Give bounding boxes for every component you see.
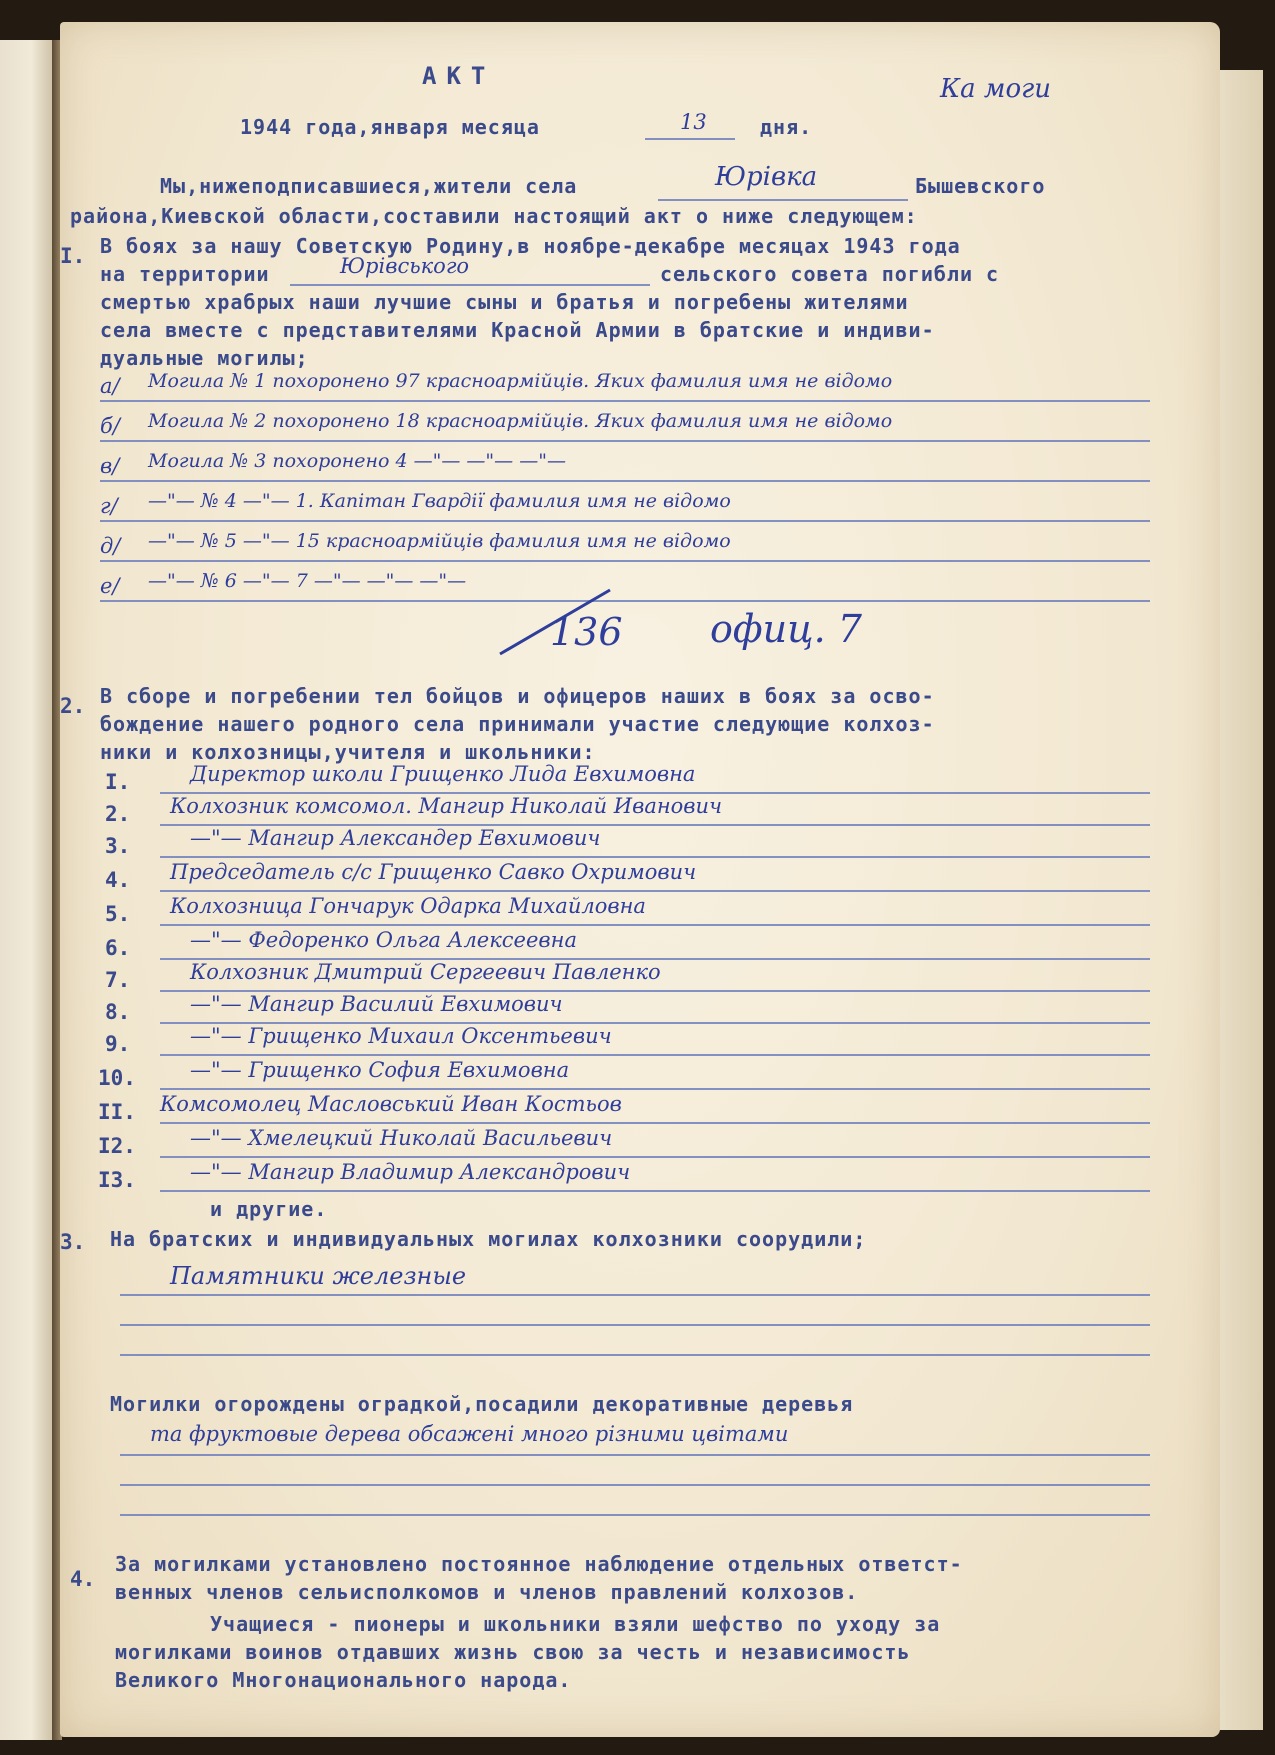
document-page: [60, 22, 1220, 1737]
intro-line2: района,Киевской области,составили настоящий акт о ниже следующем:: [70, 204, 918, 228]
section3-rule: [120, 1454, 1150, 1456]
grave-label: г/: [100, 494, 118, 518]
council-underline: [290, 284, 650, 286]
section1-line1: В боях за нашу Советскую Родину,в ноябре-декабре месяцах 1943 года: [100, 234, 961, 258]
grave-rule: [100, 520, 1150, 522]
participant-rule: [160, 1088, 1150, 1090]
section4-line4: могилками воинов отдавших жизнь свою за честь и независимость: [115, 1640, 911, 1664]
participant-name: —"— Мангир Александер Евхимович: [190, 826, 601, 850]
participant-name: —"— Мангир Василий Евхимович: [190, 992, 563, 1016]
grave-label: д/: [100, 534, 121, 558]
participant-name: Колхозник Дмитрий Сергеевич Павленко: [190, 960, 661, 984]
date-suffix: дня.: [760, 115, 813, 139]
section4-line1: За могилками установлено постоянное наблюдение отдельных ответст-: [115, 1552, 963, 1576]
participant-name: Комсомолец Масловський Иван Костьов: [160, 1092, 622, 1116]
participant-rule: [160, 1156, 1150, 1158]
participant-name: Колхозница Гончарук Одарка Михайловна: [170, 894, 646, 918]
participant-number: II.: [98, 1100, 136, 1124]
section3-rule: [120, 1324, 1150, 1326]
participant-rule: [160, 924, 1150, 926]
section1-line5: дуальные могилы;: [100, 346, 309, 370]
section2-line1: В сборе и погребении тел бойцов и офицеров наших в боях за осво-: [100, 684, 935, 708]
participant-rule: [160, 1190, 1150, 1192]
date-day: 13: [680, 110, 707, 134]
grave-rule: [100, 480, 1150, 482]
participant-rule: [160, 1122, 1150, 1124]
grave-label: б/: [100, 414, 120, 438]
section2-number: 2.: [60, 694, 86, 718]
participant-name: Директор школи Грищенко Лида Евхимовна: [190, 762, 696, 786]
participant-name: —"— Грищенко София Евхимовна: [190, 1058, 570, 1082]
total-count: 136: [550, 610, 623, 654]
participant-number: 4.: [105, 868, 131, 892]
officers-count: офиц. 7: [710, 607, 862, 651]
participant-number: I2.: [98, 1134, 136, 1158]
participant-name: —"— Федоренко Ольга Алексеевна: [190, 928, 577, 952]
section4-line3: Учащиеся - пионеры и школьники взяли шефство по уходу за: [210, 1612, 941, 1636]
section3-rule: [120, 1294, 1150, 1296]
intro-part2: Бышевского: [915, 174, 1046, 198]
participant-number: 5.: [105, 902, 131, 926]
section3-rule: [120, 1514, 1150, 1516]
grave-label: в/: [100, 454, 120, 478]
section4-line2: венных членов сельисполкомов и членов правлений колхозов.: [115, 1580, 859, 1604]
section1-number: I.: [60, 244, 86, 268]
participant-number: 2.: [105, 802, 131, 826]
section2-line3: ники и колхозницы,учителя и школьники:: [100, 740, 596, 764]
participant-number: 3.: [105, 834, 131, 858]
section3-handwritten: Памятники железные: [170, 1262, 467, 1290]
section1-council: Юрівського: [340, 254, 470, 278]
section3-rule: [120, 1354, 1150, 1356]
grave-entry: —"— № 6 —"— 7 —"— —"— —"—: [148, 570, 467, 592]
participant-rule: [160, 890, 1150, 892]
participant-name: Председатель с/с Грищенко Савко Охримович: [170, 860, 697, 884]
grave-entry: Могила № 3 похоронено 4 —"— —"— —"—: [148, 450, 566, 472]
grave-label: е/: [100, 574, 120, 598]
section4-number: 4.: [70, 1567, 96, 1591]
participant-number: I3.: [98, 1168, 136, 1192]
participant-name: —"— Грищенко Михаил Оксентьевич: [190, 1024, 612, 1048]
others-note: и другие.: [210, 1197, 328, 1221]
section3-line2: Могилки огорождены оградкой,посадили декоративные деревья: [110, 1392, 854, 1416]
section3-number: 3.: [60, 1230, 86, 1254]
grave-entry: —"— № 5 —"— 15 красноармійців фамилия имя не відомо: [148, 530, 731, 552]
date-prefix: 1944 года,января месяца: [240, 115, 540, 139]
section1-line4: села вместе с представителями Красной Армии в братские и индиви-: [100, 318, 935, 342]
section4-line5: Великого Многонационального народа.: [115, 1668, 572, 1692]
section1-line2a: на территории: [100, 262, 270, 286]
intro-part1: Мы,нижеподписавшиеся,жители села: [160, 174, 578, 198]
left-page-edge: [0, 40, 54, 1740]
participant-number: 10.: [98, 1066, 136, 1090]
section1-line3: смертью храбрых наши лучшие сыны и братья и погребены жителями: [100, 290, 909, 314]
grave-rule: [100, 560, 1150, 562]
participant-number: 9.: [105, 1032, 131, 1056]
section1-line2b: сельского совета погибли с: [660, 262, 1000, 286]
participant-name: —"— Мангир Владимир Александрович: [190, 1160, 631, 1184]
participant-number: 6.: [105, 936, 131, 960]
participant-number: 8.: [105, 1000, 131, 1024]
corner-note: Ка моги: [940, 74, 1051, 104]
grave-entry: Могила № 2 похоронено 18 красноармійців. Яких фамилия имя не відомо: [148, 410, 893, 432]
participant-number: I.: [105, 770, 131, 794]
participant-rule: [160, 856, 1150, 858]
grave-label: а/: [100, 374, 120, 398]
document-title: АКТ: [422, 62, 496, 90]
section3-handwritten2: та фруктовые дерева обсажені много різними цвітами: [150, 1422, 789, 1446]
section3-rule: [120, 1484, 1150, 1486]
date-underline: [645, 138, 735, 140]
participant-rule: [160, 1054, 1150, 1056]
grave-entry: Могила № 1 похоронено 97 красноармійців. Яких фамилия имя не відомо: [148, 370, 893, 392]
grave-rule: [100, 400, 1150, 402]
grave-rule: [100, 440, 1150, 442]
participant-name: Колхозник комсомол. Мангир Николай Иванович: [170, 794, 723, 818]
participant-name: —"— Хмелецкий Николай Васильевич: [190, 1126, 613, 1150]
participant-number: 7.: [105, 968, 131, 992]
section2-line2: бождение нашего родного села принимали участие следующие колхоз-: [100, 712, 935, 736]
grave-entry: —"— № 4 —"— 1. Капітан Гвардії фамилия имя не відомо: [148, 490, 731, 512]
section3-line1: На братских и индивидуальных могилах колхозники соорудили;: [110, 1227, 867, 1251]
intro-village: Юрівка: [715, 162, 818, 192]
village-underline: [658, 199, 908, 201]
